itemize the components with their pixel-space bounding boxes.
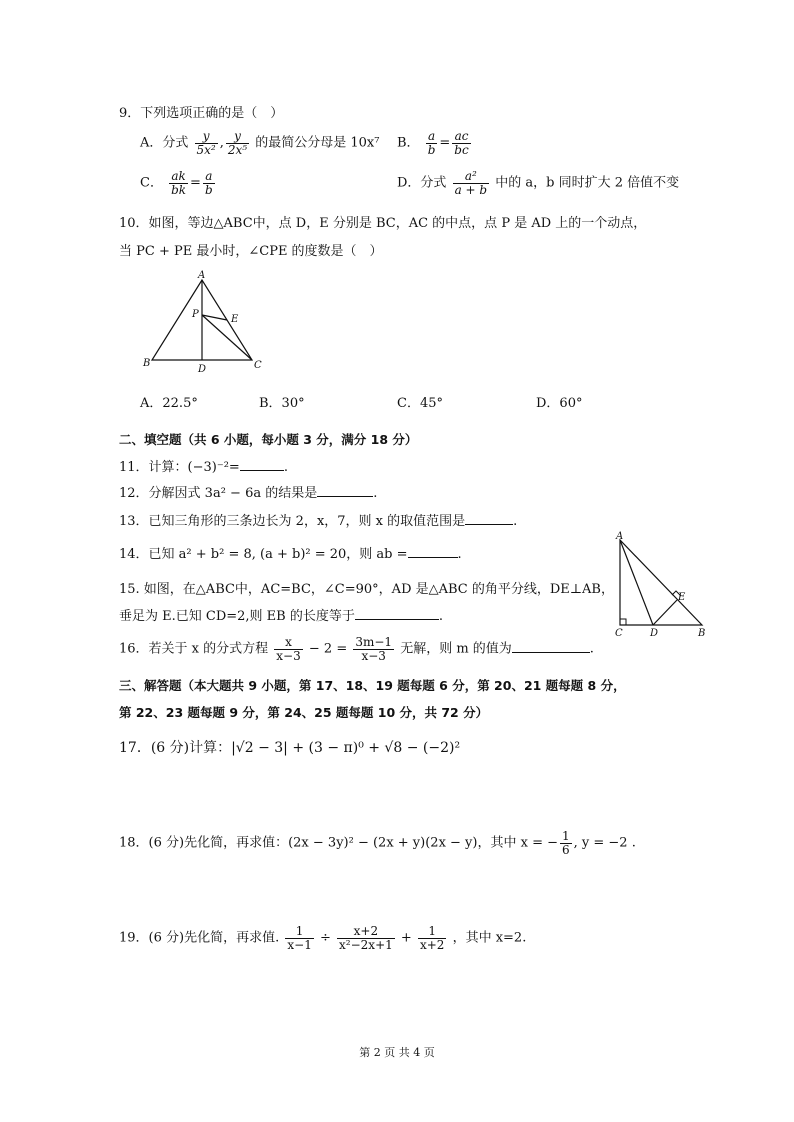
- q16-mid: − 2 =: [308, 641, 348, 657]
- q10-option-b: B．30°: [259, 396, 305, 411]
- q10-option-d: D．60°: [536, 396, 583, 411]
- section3-title-line2: 第 22、23 题每题 9 分，第 24、25 题每题 10 分，共 72 分）: [119, 705, 489, 720]
- q9-option-a: [140, 130, 379, 156]
- q10-stem-line1: 10．如图，等边△ABC中，点 D，E 分别是 BC，AC 的中点，点 P 是 AD 上的一个动点，: [119, 216, 647, 231]
- q12-text: 12．分解因式 3a² − 6a 的结果是: [119, 486, 318, 501]
- q16-blank[interactable]: [512, 640, 590, 653]
- q18-post: , y = −2 .: [573, 835, 636, 851]
- q9-a-fraction-1: $\frac{y}{\text{5x²}}$: [196, 129, 216, 157]
- q15-triangle-figure: [606, 530, 714, 640]
- q13: [119, 510, 517, 529]
- q9-stem: 9．下列选项正确的是（ ）: [119, 106, 284, 121]
- q15-line1: 15. 如图，在△ABC中，AC=BC，∠C=90°，AD 是△ABC 的角平分线，DE⊥AB，: [119, 582, 614, 597]
- q19-plus-sign: +: [400, 930, 412, 946]
- q14-text: 14．已知 a² + b² = 8, (a + b)² = 20，则 ab =: [119, 547, 408, 562]
- label-c: C: [254, 360, 262, 371]
- label-e: E: [678, 592, 686, 603]
- q9-c-lhs: $\frac{ak}{bk}$: [171, 169, 187, 197]
- q19-post: ，其中 x=2.: [452, 930, 527, 946]
- q12: [119, 482, 377, 501]
- q9-a-tail: 的最简公分母是 10x⁷: [255, 135, 380, 151]
- q10-option-a: A．22.5°: [140, 396, 198, 411]
- q18: [119, 830, 636, 856]
- section2-title: 二、填空题（共 6 小题，每小题 3 分，满分 18 分）: [119, 432, 418, 447]
- q19-pre: 19．(6 分)先化简，再求值.: [119, 930, 280, 946]
- label-a: A: [616, 531, 624, 542]
- triangle-acb: [620, 540, 702, 625]
- q19-fraction-2: $\frac{x+2}{\text{x²−2x+1}}$: [339, 924, 393, 952]
- q9-b-equals: =: [439, 135, 451, 151]
- q16-pre: 16．若关于 x 的分式方程: [119, 641, 269, 657]
- q10-option-c: C．45°: [397, 396, 443, 411]
- segment-pc: [202, 315, 252, 360]
- q9-option-b: [397, 130, 473, 156]
- q9-b-lhs: $\frac{a}{b}$: [427, 129, 436, 157]
- q13-blank[interactable]: [465, 512, 513, 525]
- q9-b-rhs: $\frac{ac}{bc}$: [454, 129, 469, 157]
- q9-a-separator: ,: [219, 135, 224, 151]
- q9-b-label: B．: [397, 135, 420, 151]
- label-p: P: [192, 309, 199, 320]
- section3-title-line1: 三、解答题（本大题共 9 小题，第 17、18、19 题每题 6 分，第 20、21 题每题 8 分，: [119, 678, 626, 693]
- label-e: E: [231, 314, 239, 325]
- q10-stem-line2: 当 PC + PE 最小时，∠CPE 的度数是（ ）: [119, 244, 383, 259]
- q14: [119, 543, 462, 562]
- label-b: B: [698, 628, 706, 639]
- q13-text: 13．已知三角形的三条边长为 2，x，7，则 x 的取值范围是: [119, 514, 466, 529]
- q9-c-equals: =: [190, 175, 201, 191]
- q11: [119, 456, 288, 475]
- segment-ad: [620, 540, 653, 625]
- q19-divide-sign: ÷: [319, 930, 331, 946]
- q9-c-rhs: $\frac{a}{b}$: [204, 169, 213, 197]
- q16: [119, 636, 594, 662]
- q12-end: .: [373, 486, 378, 501]
- q15-line2-text: 垂足为 E.已知 CD=2,则 EB 的长度等于: [119, 609, 355, 624]
- q14-blank[interactable]: [408, 545, 458, 558]
- page-footer: 第 2 页 共 4 页: [359, 1046, 435, 1059]
- q16-fraction-1: $\frac{x}{x-3}$: [276, 635, 301, 663]
- q13-end: .: [513, 514, 518, 529]
- right-angle-c: [620, 619, 626, 625]
- q9-c-label: C．: [140, 175, 163, 191]
- q12-blank[interactable]: [317, 484, 373, 497]
- q9-d-label: D．分式: [397, 175, 447, 191]
- q16-fraction-2: $\frac{3m-1}{x-3}$: [355, 635, 393, 663]
- q19: [119, 925, 526, 951]
- q14-end: .: [457, 547, 462, 562]
- q9-option-c: [140, 170, 217, 196]
- q9-a-label: A．分式: [140, 135, 189, 151]
- q15-line2: [119, 605, 443, 624]
- q16-post: 无解，则 m 的值为: [400, 641, 512, 657]
- q19-fraction-1: $\frac{1}{x-1}$: [287, 924, 312, 952]
- q15-blank[interactable]: [355, 607, 439, 620]
- segment-de: [653, 600, 677, 625]
- label-d: D: [198, 364, 207, 375]
- q11-blank[interactable]: [240, 458, 284, 471]
- q9-d-fraction: $\frac{\text{a²}}{a + b}$: [454, 169, 488, 197]
- q16-end: .: [589, 641, 594, 657]
- q9-option-d: [397, 170, 679, 196]
- q15-end: .: [438, 609, 444, 624]
- q17: 17．(6 分)计算：|√2 − 3| + (3 − π)⁰ + √8 − (−2)²: [119, 740, 461, 756]
- q11-end: .: [283, 460, 288, 475]
- q11-text: 11．计算：(−3)⁻²=: [119, 460, 240, 475]
- q9-a-fraction-2: $\frac{y}{\text{2x⁵}}$: [227, 129, 248, 157]
- q10-triangle-figure: [135, 266, 270, 378]
- label-c: C: [615, 628, 623, 639]
- q19-fraction-3: $\frac{1}{x+2}$: [419, 924, 445, 952]
- q9-d-tail: 中的 a，b 同时扩大 2 倍值不变: [495, 175, 680, 191]
- q18-pre: 18．(6 分)先化简，再求值：(2x − 3y)² − (2x + y)(2x − y)，其中 x = −: [119, 835, 558, 851]
- label-d: D: [650, 628, 659, 639]
- label-b: B: [143, 358, 151, 369]
- label-a: A: [198, 270, 206, 281]
- q18-fraction: $\frac{1}{6}$: [562, 829, 570, 857]
- segment-pe: [202, 315, 227, 320]
